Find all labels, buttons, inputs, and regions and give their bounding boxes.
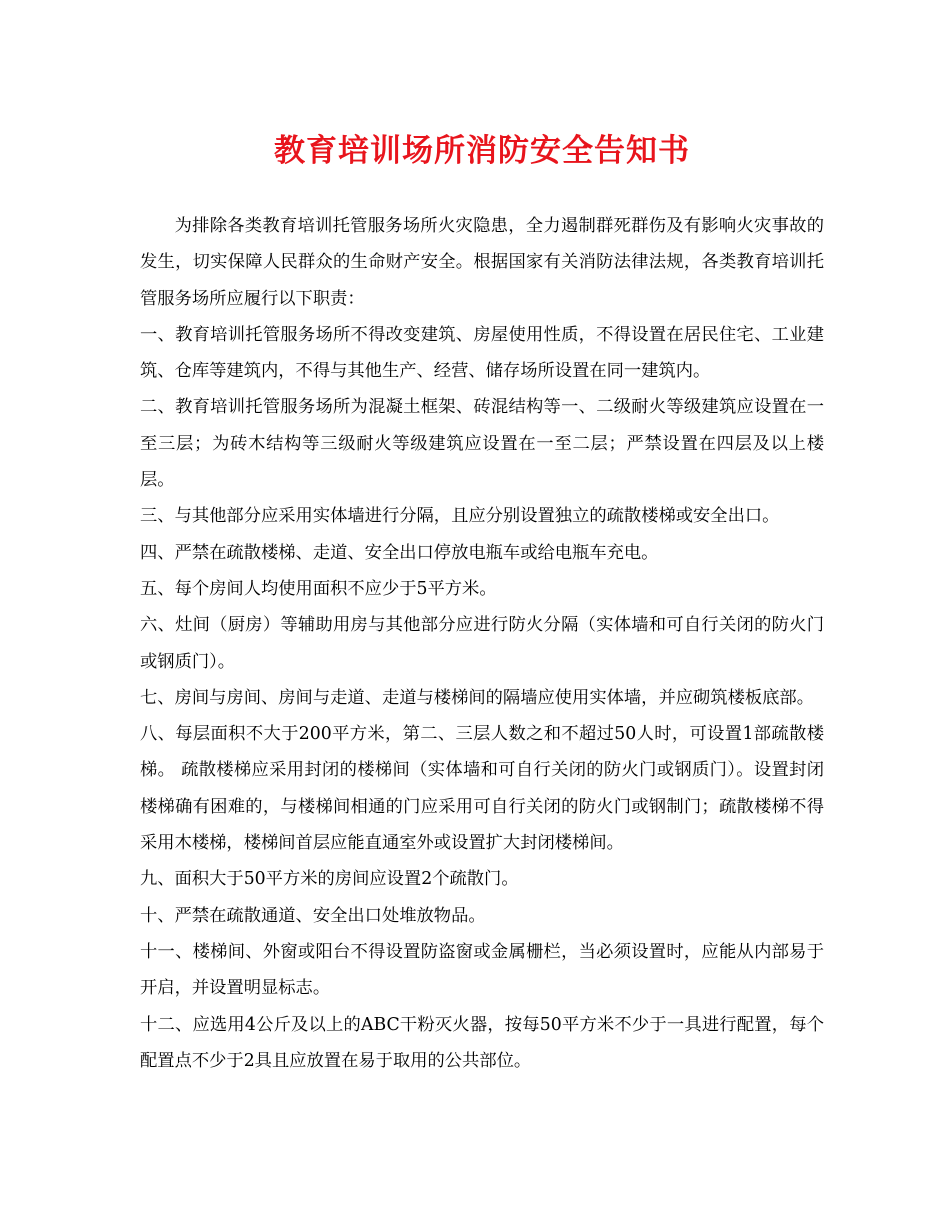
clause-12: 十二、应选用4公斤及以上的ABC干粉灭火器，按每50平方米不少于一具进行配置，每个配置点不少于2具且应放置在易于取用的公共部位。 bbox=[140, 1014, 824, 1071]
clause-6: 六、灶间（厨房）等辅助用房与其他部分应进行防火分隔（实体墙和可自行关闭的防火门或钢质门）。 bbox=[140, 615, 824, 672]
intro-paragraph: 为排除各类教育培训托管服务场所火灾隐患，全力遏制群死群伤及有影响火灾事故的发生，切实保障人民群众的生命财产安全。根据国家有关消防法律法规，各类教育培训托管服务场所应履行以下职责： bbox=[140, 216, 824, 309]
clause-3: 三、与其他部分应采用实体墙进行分隔，且应分别设置独立的疏散楼梯或安全出口。 bbox=[140, 506, 780, 527]
clause-1: 一、教育培训托管服务场所不得改变建筑、房屋使用性质，不得设置在居民住宅、工业建筑、仓库等建筑内，不得与其他生产、经营、储存场所设置在同一建筑内。 bbox=[140, 324, 824, 382]
clause-7: 七、房间与房间、房间与走道、走道与楼梯间的隔墙应使用实体墙，并应砌筑楼板底部。 bbox=[140, 687, 814, 708]
clause-2: 二、教育培训托管服务场所为混凝土框架、砖混结构等一、二级耐火等级建筑应设置在一至三层；为砖木结构等三级耐火等级建筑应设置在一至二层；严禁设置在四层及以上楼层。 bbox=[140, 397, 824, 491]
clause-10: 十、严禁在疏散通道、安全出口处堆放物品。 bbox=[140, 905, 486, 926]
clause-8: 八、每层面积不大于200平方米，第二、三层人数之和不超过50人时，可设置1部疏散楼梯。 疏散楼梯应采用封闭的楼梯间（实体墙和可自行关闭的防火门或钢质门）。设置封闭楼梯确有困难的，与楼梯间相通的门应采用可自行关闭的防火门或钢制门；疏散楼梯不得采用木楼梯，楼梯间首层应能直通室外或设置扩大封闭楼梯间。 bbox=[140, 724, 824, 854]
clause-9: 九、面积大于50平方米的房间应设置2个疏散门。 bbox=[140, 869, 519, 890]
document-page bbox=[140, 126, 824, 1079]
clause-5: 五、每个房间人均使用面积不应少于5平方米。 bbox=[140, 578, 497, 599]
clause-4: 四、严禁在疏散楼梯、走道、安全出口停放电瓶车或给电瓶车充电。 bbox=[140, 542, 659, 563]
document-title: 教育培训场所消防安全告知书 bbox=[274, 133, 690, 169]
clause-11: 十一、楼梯间、外窗或阳台不得设置防盗窗或金属栅栏，当必须设置时，应能从内部易于开启，并设置明显标志。 bbox=[140, 941, 824, 999]
